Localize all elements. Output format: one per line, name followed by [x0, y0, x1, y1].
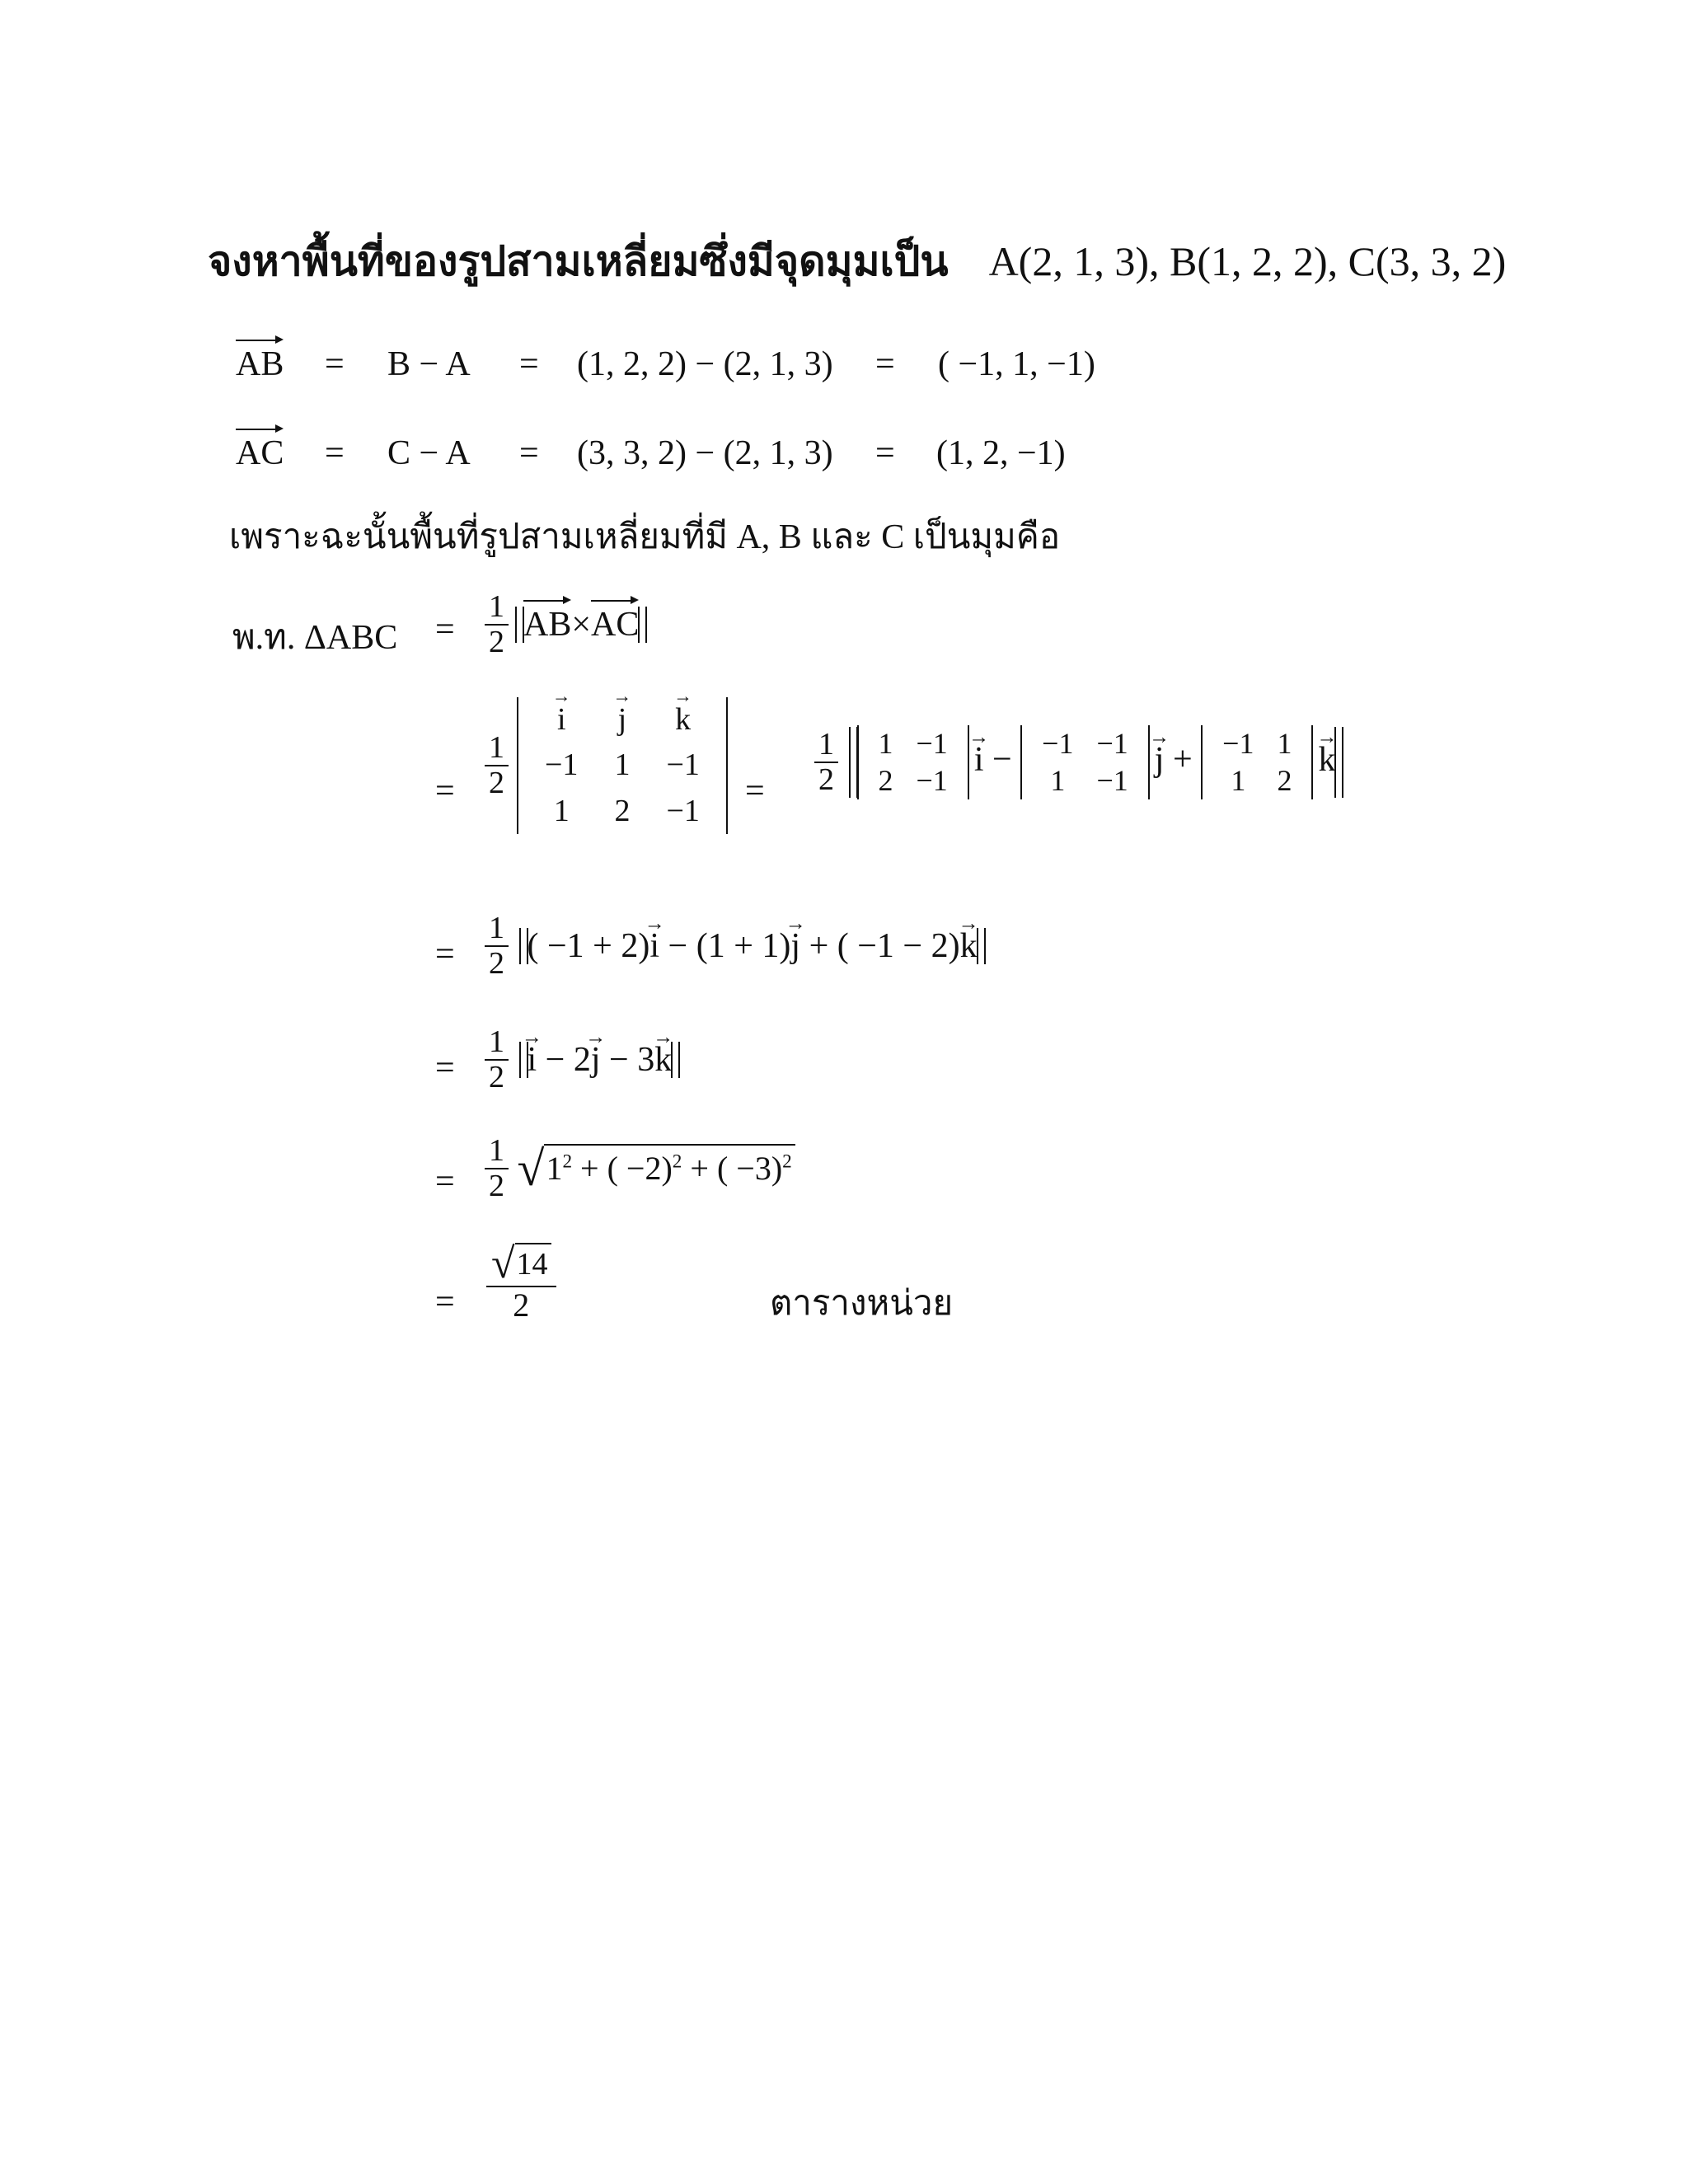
- plus-op: +: [1172, 740, 1193, 779]
- step2-minors: [814, 725, 1340, 799]
- ab-vector-label: AB: [236, 345, 284, 383]
- minus-op: −: [992, 740, 1012, 779]
- final-eq: =: [435, 1283, 455, 1321]
- j-unit: j →: [618, 699, 627, 741]
- det-cell: −1: [666, 793, 700, 828]
- ab-eq3: =: [875, 345, 895, 383]
- ab-vec: AB: [523, 606, 572, 644]
- ac-expr2: (3, 3, 2) − (2, 1, 3): [577, 434, 833, 472]
- radical-sign: √: [517, 1141, 545, 1197]
- sqrt-14: √ 14: [491, 1243, 551, 1286]
- det-cell: 2: [614, 793, 631, 828]
- minor-i: 1 −1 2 −1: [857, 725, 969, 799]
- i-unit: i →: [557, 699, 566, 741]
- problem-points: A(2, 1, 3), B(1, 2, 2), C(3, 3, 2): [988, 238, 1507, 284]
- therefore-sentence: เพราะฉะนั้นพื้นที่รูปสามเหลี่ยมที่มี A, B และ C เป็นมุมคือ: [229, 518, 1061, 556]
- det-cell: −1: [666, 748, 700, 783]
- step3-eq: =: [435, 935, 455, 973]
- ac-vector-line: [236, 434, 284, 473]
- step1-eq: =: [435, 611, 455, 649]
- j-unit: j →: [1155, 740, 1165, 780]
- k-unit: k →: [675, 699, 691, 741]
- det-cell: −1: [545, 748, 579, 783]
- ab-expr1: B − A: [387, 345, 471, 383]
- k-unit: k →: [654, 1040, 672, 1080]
- k-unit: k →: [960, 926, 978, 966]
- j-unit: j →: [591, 1040, 601, 1080]
- ac-expr1: C − A: [387, 434, 471, 472]
- det-cell: 1: [553, 793, 570, 828]
- step4-eq: =: [435, 1049, 455, 1087]
- i-unit: i →: [528, 1040, 537, 1080]
- ac-eq1: =: [325, 434, 345, 472]
- i-unit: i →: [974, 740, 984, 780]
- minor-k: −1 1 1 2: [1201, 725, 1313, 799]
- determinant-3x3: [517, 697, 728, 834]
- half-fraction: $\frac{1}{2}$: [814, 728, 838, 797]
- step3-expr: [485, 912, 982, 981]
- cross-symbol: ×: [571, 606, 592, 644]
- ab-eq1: =: [325, 345, 345, 383]
- det-cell: 1: [614, 748, 631, 783]
- step5-expr: [485, 1134, 795, 1203]
- step2-det-expr: [485, 697, 728, 834]
- ac-vector-label: AC: [236, 434, 284, 472]
- ac-eq2: =: [519, 434, 539, 472]
- half-fraction: $\frac{1}{2}$: [485, 590, 509, 659]
- final-fraction: √ 14 2: [486, 1243, 556, 1323]
- half-fraction: $\frac{1}{2}$: [485, 912, 509, 981]
- minor-j: −1 −1 1 −1: [1020, 725, 1150, 799]
- minors-norm: [852, 725, 1341, 799]
- problem-statement: [208, 229, 1506, 294]
- sqrt-expression: √ $1^2$ + ( −2)$^2$ + ( −3)$^2$: [518, 1144, 795, 1193]
- k-unit: k →: [1318, 740, 1335, 780]
- problem-text: จงหาพื้นที่ของรูปสามเหลี่ยมซึ่งมีจุดมุมเป็น: [208, 238, 949, 284]
- step5-eq: =: [435, 1163, 455, 1201]
- half-fraction: $\frac{1}{2}$: [485, 731, 509, 800]
- half-fraction: $\frac{1}{2}$: [485, 1134, 509, 1203]
- step3-norm: ( −1 + 2)i → − (1 + 1)j → + ( −1 − 2)k →: [523, 926, 982, 966]
- cross-norm: [518, 605, 644, 644]
- ab-expr2: (1, 2, 2) − (2, 1, 3): [577, 345, 833, 383]
- ab-eq2: =: [519, 345, 539, 383]
- area-label: พ.ท. ΔABC: [232, 619, 398, 657]
- step4-expr: [485, 1025, 677, 1094]
- unit-label: ตารางหน่วย: [770, 1285, 954, 1323]
- half-fraction: $\frac{1}{2}$: [485, 1025, 509, 1094]
- step2-eq: =: [435, 772, 455, 810]
- j-unit: j →: [790, 926, 800, 966]
- ab-result: ( −1, 1, −1): [938, 345, 1095, 383]
- ab-vector-line: [236, 344, 284, 384]
- step4-norm: i → − 2j → − 3k →: [523, 1040, 678, 1080]
- ac-vec: AC: [591, 606, 640, 644]
- ac-result: (1, 2, −1): [936, 434, 1066, 472]
- ac-eq3: =: [875, 434, 895, 472]
- i-unit: i →: [649, 926, 659, 966]
- step1-expr: [485, 590, 644, 659]
- step2-eq2: =: [745, 772, 765, 810]
